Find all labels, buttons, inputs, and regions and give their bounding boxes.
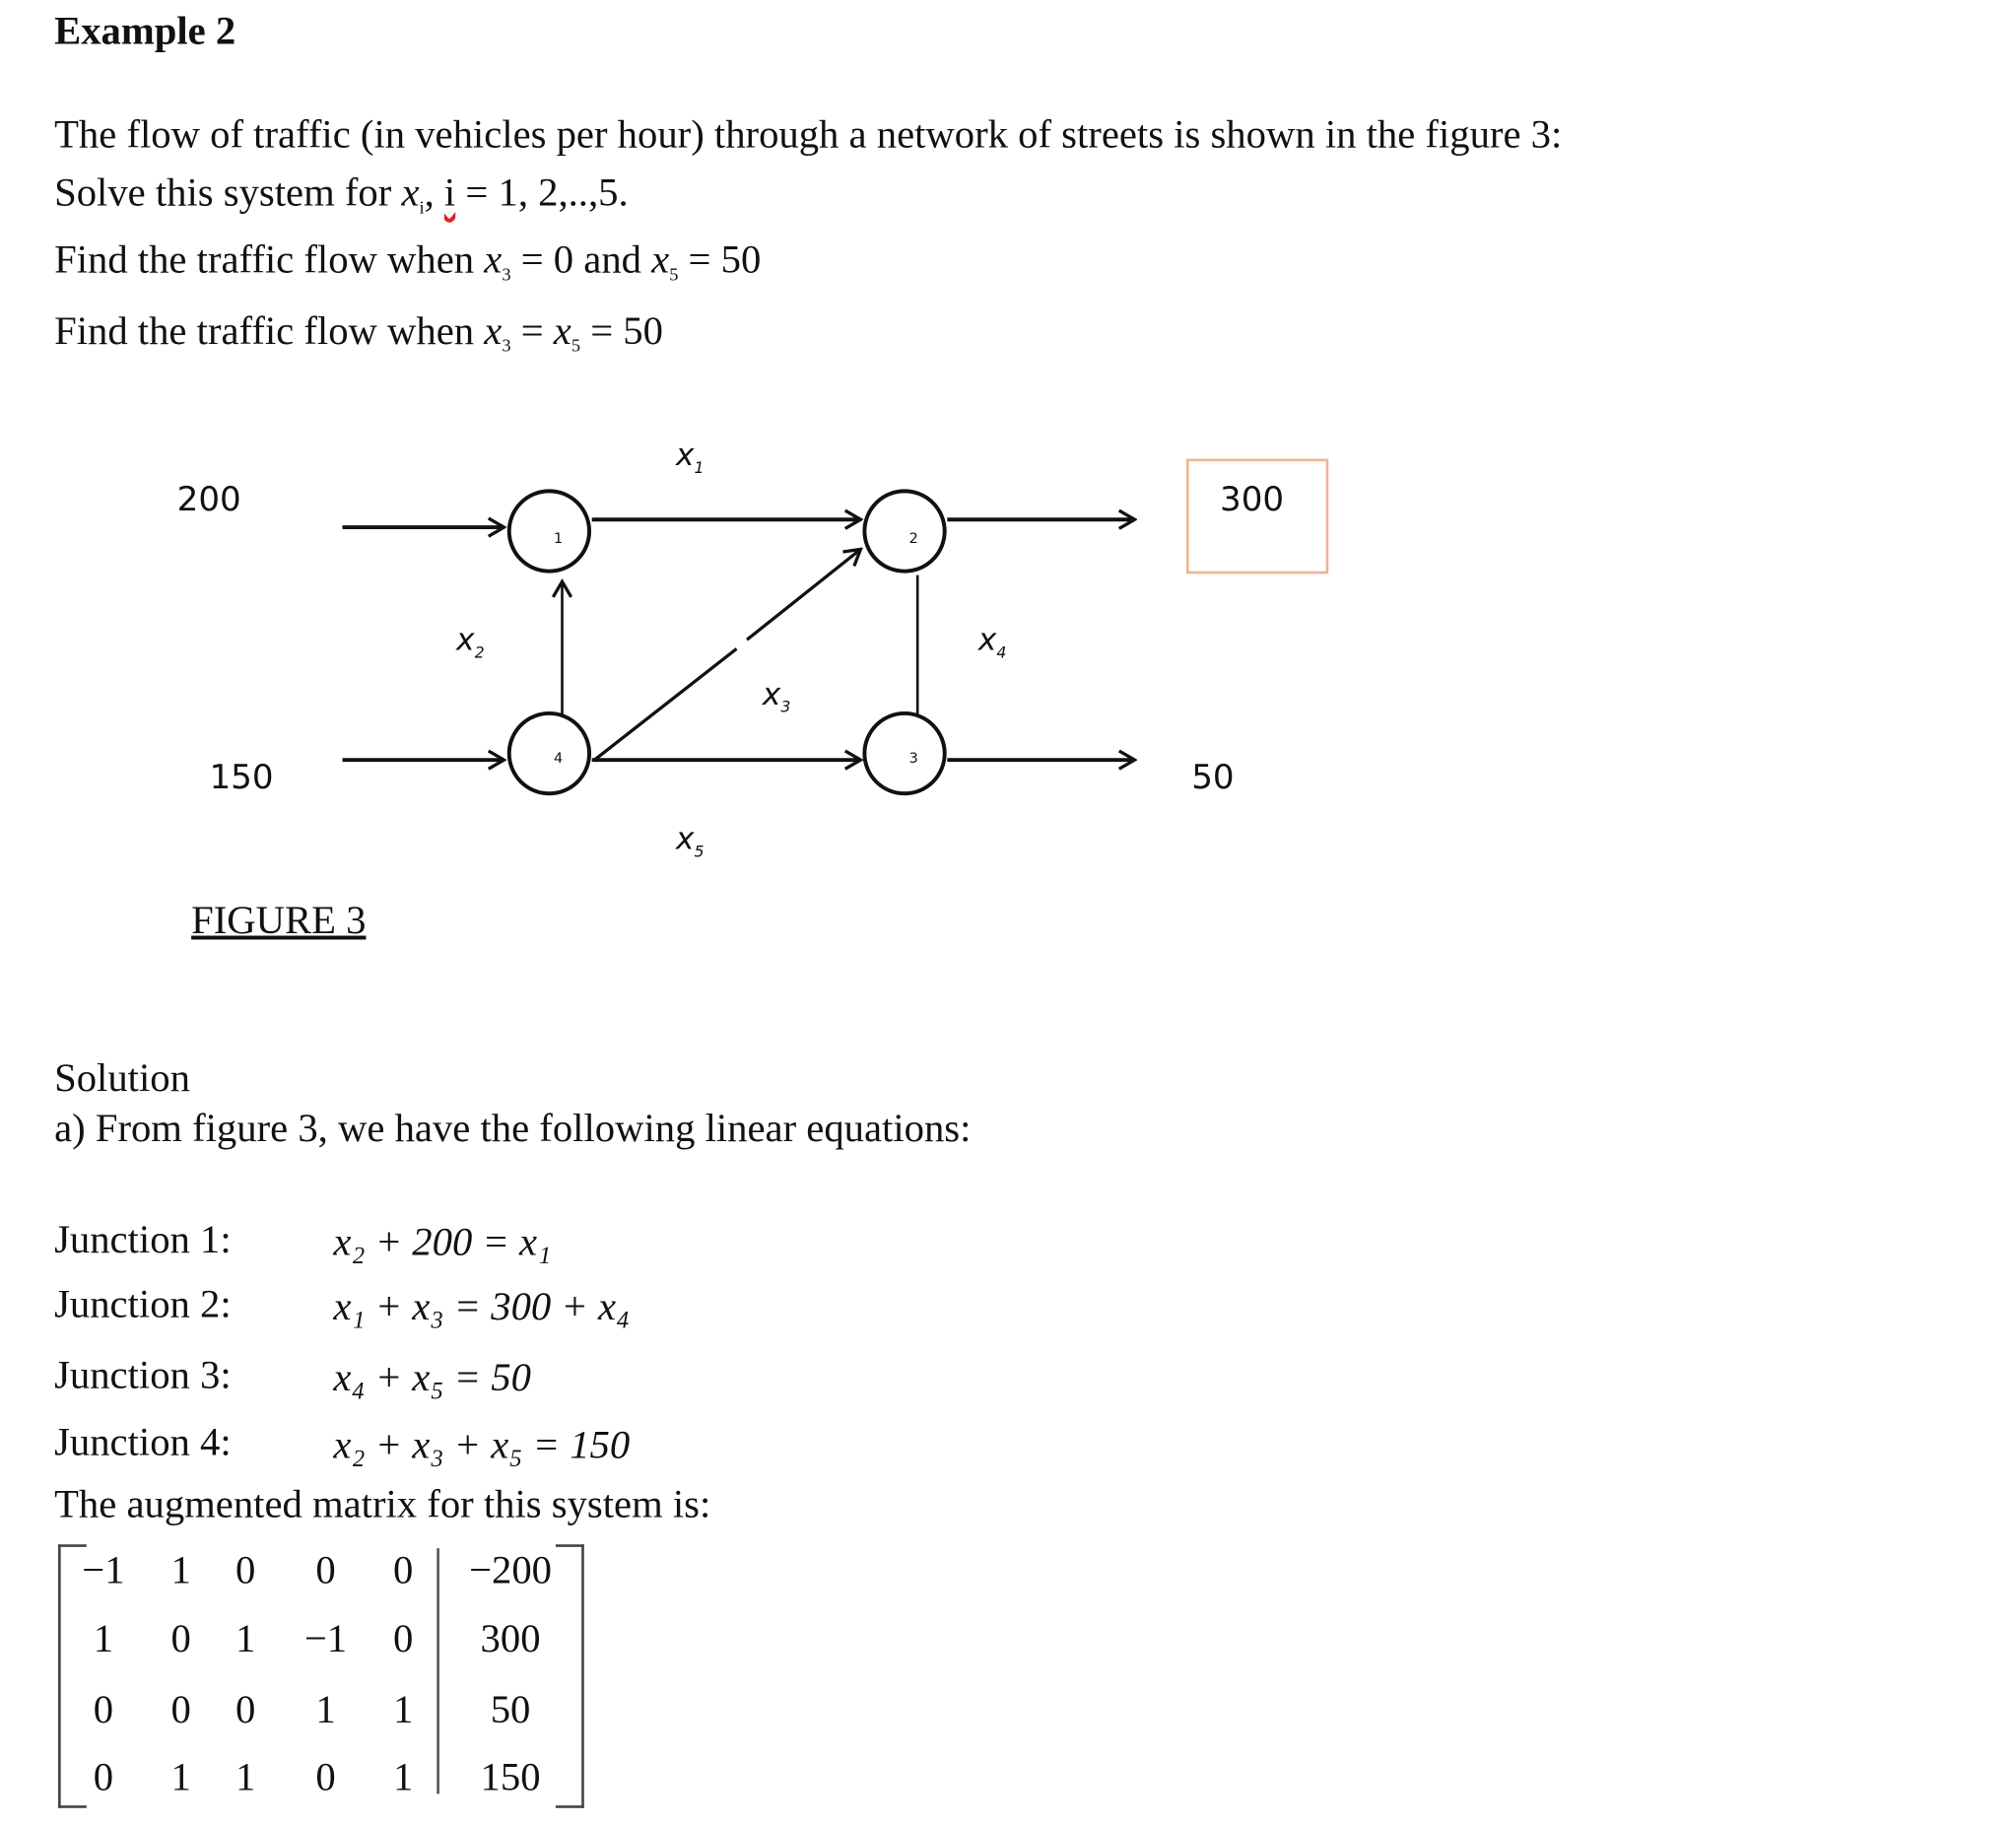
- figure-caption: FIGURE 3: [191, 897, 367, 943]
- junction-4-equation: x₂ + x₃ + x₅ = 150: [333, 1421, 631, 1467]
- problem-line-3: Find the traffic flow when $x_3 = 0$ and $x_5 = 50$: [54, 237, 762, 286]
- inflow-bottom-label: 150: [209, 758, 274, 798]
- matrix-cell: 0: [393, 1615, 414, 1661]
- matrix-cell: 0: [93, 1686, 114, 1732]
- solution-title: Solution: [54, 1054, 190, 1101]
- problem-line-4: Find the traffic flow when $x_3 = x_5 = 50$: [54, 307, 663, 357]
- edge-x3: [747, 549, 860, 640]
- node-1-label: 1: [553, 530, 564, 547]
- text: = 50: [590, 307, 663, 354]
- node-1: [509, 491, 589, 571]
- inflow-top-label: 200: [176, 480, 241, 520]
- junction-4-label: Junction 4:: [54, 1419, 232, 1464]
- matrix-cell: 1: [170, 1546, 191, 1592]
- matrix-cell: 1: [393, 1686, 414, 1732]
- junction-1-equation: x₂ + 200 = x₁: [333, 1218, 552, 1264]
- sub: i: [419, 198, 425, 219]
- augment-divider: [437, 1548, 439, 1793]
- edge-x3-part: [594, 648, 736, 760]
- matrix-cell: 1: [393, 1753, 414, 1799]
- matrix-cell: 150: [480, 1753, 541, 1799]
- matrix-cell: 0: [170, 1686, 191, 1732]
- matrix-cell: 1: [170, 1753, 191, 1799]
- matrix-cell: −200: [469, 1546, 552, 1592]
- node-3-label: 3: [908, 750, 918, 767]
- node-4: [509, 713, 589, 793]
- text: Find the traffic flow when: [54, 307, 485, 354]
- problem-line-1: The flow of traffic (in vehicles per hour) through a network of streets is shown in the figure 3:: [54, 110, 1563, 157]
- junction-1-label: Junction 1:: [54, 1216, 232, 1262]
- matrix-intro: The augmented matrix for this system is:: [54, 1480, 711, 1526]
- node-2-label: 2: [908, 530, 918, 547]
- outflow-bottom-label: 50: [1191, 758, 1235, 798]
- text: ,: [424, 169, 444, 215]
- matrix-cell: −1: [82, 1546, 125, 1592]
- matrix-cell: 0: [235, 1546, 256, 1592]
- matrix-cell: 0: [393, 1546, 414, 1592]
- text: Find the traffic flow when: [54, 237, 485, 282]
- matrix-cell: 1: [93, 1615, 114, 1661]
- solution-intro: a) From figure 3, we have the following linear equations:: [54, 1105, 972, 1151]
- matrix-cell: 0: [235, 1686, 256, 1732]
- edge-label-x2: $x_2$: [455, 622, 485, 662]
- matrix-cell: 0: [315, 1546, 336, 1592]
- matrix-cell: 300: [480, 1615, 541, 1661]
- junction-2-equation: x₁ + x₃ = 300 + x₄: [333, 1283, 631, 1329]
- edge-label-x1: $x_1$: [675, 438, 705, 478]
- edge-label-x3: $x_3$: [762, 676, 791, 716]
- text: = 0: [520, 237, 574, 282]
- heading: Example 2: [54, 7, 236, 53]
- node-3: [864, 713, 944, 793]
- node-4-label: 4: [553, 750, 564, 767]
- matrix-cell: 0: [93, 1753, 114, 1799]
- matrix-cell: 0: [170, 1615, 191, 1661]
- matrix-cell: 0: [315, 1753, 336, 1799]
- matrix-cell: 1: [235, 1753, 256, 1799]
- node-2: [864, 491, 944, 571]
- matrix-cell: 1: [235, 1615, 256, 1661]
- text: and: [573, 237, 652, 282]
- edge-label-x4: $x_4$: [977, 622, 1007, 662]
- outflow-top-label: 300: [1220, 480, 1285, 520]
- text: = 50: [688, 237, 762, 282]
- matrix-cell: −1: [303, 1615, 348, 1661]
- text: = 1, 2,..,5.: [455, 169, 629, 215]
- matrix-cell: 1: [315, 1686, 336, 1732]
- var: x: [401, 169, 420, 215]
- text: Solve this system for: [54, 169, 402, 215]
- edge-label-x5: $x_5$: [675, 821, 705, 861]
- junction-3-label: Junction 3:: [54, 1351, 232, 1397]
- spellcheck-word[interactable]: i: [443, 169, 456, 215]
- junction-3-equation: x₄ + x₅ = 50: [333, 1354, 531, 1400]
- junction-2-label: Junction 2:: [54, 1280, 232, 1326]
- matrix-cell: 50: [490, 1686, 531, 1732]
